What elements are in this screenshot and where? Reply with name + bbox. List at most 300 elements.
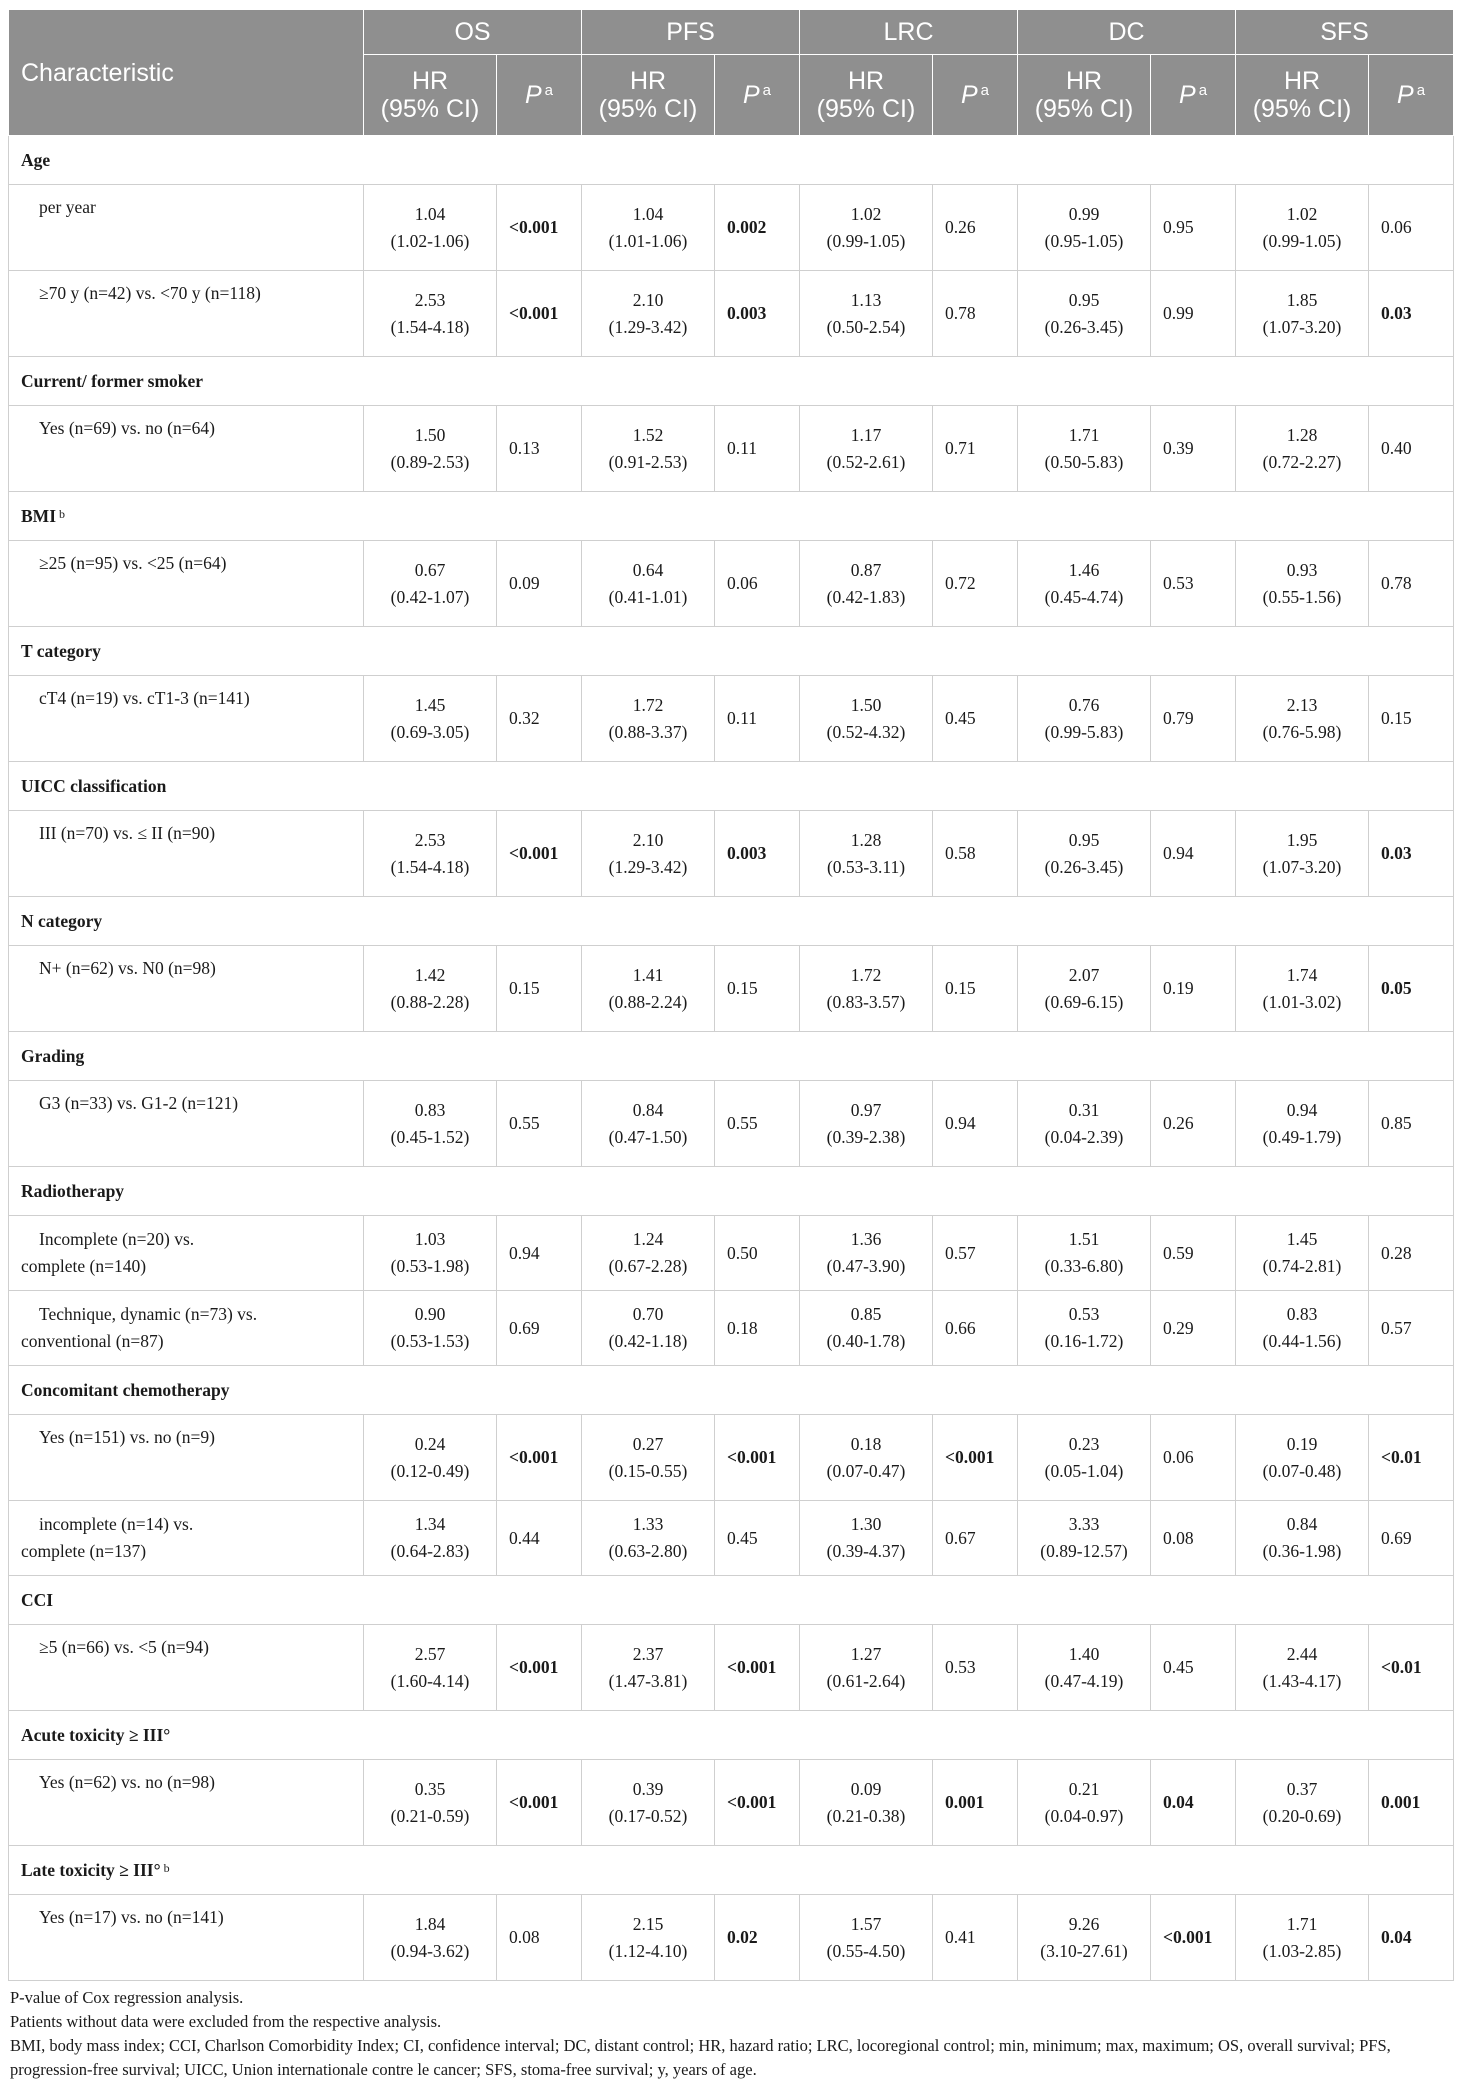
hazard-ratio: 1.02	[850, 203, 882, 224]
section-title-text: UICC classification	[21, 775, 167, 796]
p-value: <0.001	[715, 1760, 800, 1846]
p-value: 0.94	[1151, 811, 1236, 897]
hr-cell	[1018, 676, 1151, 762]
header-p-value	[715, 55, 800, 136]
row-label-line2: complete (n=137)	[21, 1541, 147, 1561]
hr-cell	[800, 1625, 933, 1711]
hazard-ratio: 1.95	[1286, 829, 1318, 850]
header-p-label: P	[742, 81, 760, 109]
hazard-ratio: 0.99	[1068, 203, 1100, 224]
hr-cell	[800, 1081, 933, 1167]
hazard-ratio: 1.42	[414, 964, 446, 985]
section-footnote-mark: b	[59, 506, 65, 521]
table-row	[9, 1895, 1454, 1981]
hazard-ratio: 2.13	[1286, 694, 1318, 715]
table-row	[9, 811, 1454, 897]
confidence-interval: (1.07-3.20)	[1262, 316, 1342, 337]
confidence-interval: (1.54-4.18)	[390, 316, 470, 337]
hr-cell	[800, 811, 933, 897]
hazard-ratio: 1.04	[414, 203, 446, 224]
p-value: 0.15	[715, 946, 800, 1032]
p-value: 0.79	[1151, 676, 1236, 762]
hr-cell	[800, 1291, 933, 1366]
hr-cell	[364, 1895, 497, 1981]
hazard-ratio: 1.57	[850, 1913, 882, 1934]
header-p-footnote-mark: a	[544, 82, 554, 99]
hr-cell	[1018, 1415, 1151, 1501]
section-row	[9, 1366, 1454, 1415]
confidence-interval: (0.53-1.53)	[390, 1331, 470, 1351]
confidence-interval: (0.26-3.45)	[1044, 316, 1124, 337]
hr-cell	[1018, 271, 1151, 357]
header-p-value	[1369, 55, 1454, 136]
table-row	[9, 1415, 1454, 1501]
hr-cell	[1018, 1895, 1151, 1981]
hazard-ratio: 0.83	[414, 1099, 446, 1120]
confidence-interval: (0.67-2.28)	[608, 1256, 688, 1276]
p-value: 0.15	[933, 946, 1018, 1032]
p-value: 0.53	[933, 1625, 1018, 1711]
hr-cell	[582, 676, 715, 762]
confidence-interval: (0.94-3.62)	[390, 1940, 470, 1961]
p-value: 0.45	[933, 676, 1018, 762]
header-hr-ci	[1018, 55, 1151, 136]
confidence-interval: (0.15-0.55)	[608, 1460, 688, 1481]
header-p-label: P	[1397, 81, 1414, 109]
footnote-a	[10, 1986, 1453, 2082]
confidence-interval: (0.88-2.24)	[608, 991, 688, 1012]
p-value: 0.001	[933, 1760, 1018, 1846]
table-row	[9, 185, 1454, 271]
p-value: 0.02	[715, 1895, 800, 1981]
table-row	[9, 1760, 1454, 1846]
confidence-interval: (0.72-2.27)	[1262, 451, 1342, 472]
header-row-outcomes	[9, 10, 1454, 55]
footnote-abbreviations: BMI, body mass index; CCI, Charlson Comorbidity Index; CI, confidence interval; DC, distant control; HR, hazard ratio; LRC, locoregional control; min, minimum; max, maximum; OS, overall survival; PFS, progression-free survival; UICC, Union internationale contre le cancer; SFS, stoma-free survival; y, years of age.	[10, 2036, 1391, 2079]
header-p-value	[497, 55, 582, 136]
section-title	[9, 1846, 1454, 1895]
p-value: 0.003	[715, 811, 800, 897]
hazard-ratio: 1.46	[1068, 559, 1100, 580]
confidence-interval: (0.55-4.50)	[826, 1940, 906, 1961]
p-value: 0.53	[1151, 541, 1236, 627]
confidence-interval: (1.12-4.10)	[608, 1940, 688, 1961]
hazard-ratio: 3.33	[1068, 1514, 1100, 1534]
confidence-interval: (0.47-1.50)	[608, 1126, 688, 1147]
hazard-ratio: 1.84	[414, 1913, 446, 1934]
hr-cell	[800, 676, 933, 762]
header-ci-label: (95% CI)	[1252, 95, 1352, 123]
hr-cell	[800, 541, 933, 627]
p-value: 0.001	[1369, 1760, 1454, 1846]
hr-cell	[364, 1415, 497, 1501]
header-hr-label: HR	[847, 67, 885, 95]
hr-cell	[1018, 541, 1151, 627]
header-p-label: P	[524, 81, 542, 109]
p-value: 0.72	[933, 541, 1018, 627]
results-table-container	[8, 9, 1453, 2082]
confidence-interval: (0.41-1.01)	[608, 586, 688, 607]
row-label: per year	[9, 185, 364, 271]
confidence-interval: (0.99-1.05)	[1262, 230, 1342, 251]
p-value: 0.13	[497, 406, 582, 492]
p-value: 0.003	[715, 271, 800, 357]
confidence-interval: (0.42-1.18)	[608, 1331, 688, 1351]
section-title-text: Grading	[21, 1045, 85, 1066]
section-title	[9, 1032, 1454, 1081]
row-label: ≥5 (n=66) vs. <5 (n=94)	[9, 1625, 364, 1711]
row-label-line2: conventional (n=87)	[21, 1331, 164, 1351]
hazard-ratio: 0.21	[1068, 1778, 1100, 1799]
row-label	[9, 1216, 364, 1291]
header-p-footnote-mark: a	[1198, 82, 1208, 99]
row-label-line1: Incomplete (n=20) vs.	[39, 1229, 195, 1249]
p-value: 0.41	[933, 1895, 1018, 1981]
hr-cell	[582, 406, 715, 492]
hazard-ratio: 1.13	[850, 289, 882, 310]
p-value: 0.15	[1369, 676, 1454, 762]
hazard-ratio: 2.53	[414, 829, 446, 850]
row-label: cT4 (n=19) vs. cT1-3 (n=141)	[9, 676, 364, 762]
confidence-interval: (0.52-2.61)	[826, 451, 906, 472]
hr-cell	[1018, 1081, 1151, 1167]
p-value: <0.001	[715, 1625, 800, 1711]
section-row	[9, 1576, 1454, 1625]
hazard-ratio: 1.28	[1286, 424, 1318, 445]
hazard-ratio: 1.36	[850, 1229, 882, 1249]
hr-cell	[1018, 185, 1151, 271]
section-title-text: Late toxicity ≥ III°	[21, 1859, 161, 1880]
hazard-ratio: 0.31	[1068, 1099, 1100, 1120]
hazard-ratio: 0.35	[414, 1778, 446, 1799]
confidence-interval: (0.20-0.69)	[1262, 1805, 1342, 1826]
hr-cell	[1236, 271, 1369, 357]
hazard-ratio: 0.53	[1068, 1304, 1100, 1324]
confidence-interval: (0.88-3.37)	[608, 721, 688, 742]
hr-cell	[800, 1216, 933, 1291]
hr-cell	[800, 185, 933, 271]
header-p-footnote-mark: a	[980, 82, 990, 99]
p-value: 0.55	[497, 1081, 582, 1167]
hr-cell	[582, 541, 715, 627]
confidence-interval: (0.21-0.59)	[390, 1805, 470, 1826]
p-value: 0.32	[497, 676, 582, 762]
hr-cell	[364, 1501, 497, 1576]
hazard-ratio: 2.10	[632, 289, 664, 310]
hr-cell	[582, 1415, 715, 1501]
p-value: 0.45	[1151, 1625, 1236, 1711]
confidence-interval: (0.91-2.53)	[608, 451, 688, 472]
p-value: <0.001	[1151, 1895, 1236, 1981]
table-row	[9, 1291, 1454, 1366]
p-value: 0.69	[1369, 1501, 1454, 1576]
hazard-ratio: 1.71	[1286, 1913, 1318, 1934]
p-value: 0.28	[1369, 1216, 1454, 1291]
header-hr-label: HR	[1283, 67, 1321, 95]
p-value: 0.04	[1151, 1760, 1236, 1846]
hazard-ratio: 1.50	[850, 694, 882, 715]
hr-cell	[582, 185, 715, 271]
hr-cell	[582, 1625, 715, 1711]
p-value: 0.26	[1151, 1081, 1236, 1167]
header-p-value	[933, 55, 1018, 136]
p-value: 0.78	[1369, 541, 1454, 627]
table-row	[9, 1625, 1454, 1711]
hazard-ratio: 0.70	[632, 1304, 664, 1324]
hr-cell	[800, 1895, 933, 1981]
confidence-interval: (0.69-6.15)	[1044, 991, 1124, 1012]
section-title-text: Current/ former smoker	[21, 370, 204, 391]
table-body	[9, 136, 1454, 1981]
hr-cell	[582, 1291, 715, 1366]
hazard-ratio: 1.27	[850, 1643, 882, 1664]
section-title	[9, 1711, 1454, 1760]
hr-cell	[364, 271, 497, 357]
section-title	[9, 1167, 1454, 1216]
confidence-interval: (0.04-2.39)	[1044, 1126, 1124, 1147]
hazard-ratio: 0.84	[632, 1099, 664, 1120]
row-label-line1: incomplete (n=14) vs.	[39, 1514, 194, 1534]
hazard-ratio: 0.18	[850, 1433, 882, 1454]
p-value: 0.45	[715, 1501, 800, 1576]
p-value: 0.94	[497, 1216, 582, 1291]
hr-cell	[364, 1291, 497, 1366]
table-row	[9, 1216, 1454, 1291]
header-hr-ci	[1236, 55, 1369, 136]
section-title	[9, 762, 1454, 811]
confidence-interval: (0.52-4.32)	[826, 721, 906, 742]
header-ci-label: (95% CI)	[380, 95, 480, 123]
p-value: 0.99	[1151, 271, 1236, 357]
row-label: ≥25 (n=95) vs. <25 (n=64)	[9, 541, 364, 627]
section-row	[9, 136, 1454, 185]
section-row	[9, 1711, 1454, 1760]
confidence-interval: (1.29-3.42)	[608, 856, 688, 877]
row-label	[9, 1291, 364, 1366]
hazard-ratio: 0.19	[1286, 1433, 1318, 1454]
confidence-interval: (0.05-1.04)	[1044, 1460, 1124, 1481]
p-value: 0.08	[1151, 1501, 1236, 1576]
header-characteristic: Characteristic	[9, 10, 364, 136]
confidence-interval: (0.50-5.83)	[1044, 451, 1124, 472]
confidence-interval: (0.99-1.05)	[826, 230, 906, 251]
p-value: 0.11	[715, 676, 800, 762]
hr-cell	[364, 1625, 497, 1711]
confidence-interval: (1.60-4.14)	[390, 1670, 470, 1691]
section-title	[9, 357, 1454, 406]
row-label: Yes (n=62) vs. no (n=98)	[9, 1760, 364, 1846]
cox-regression-table	[8, 9, 1454, 1981]
p-value: 0.40	[1369, 406, 1454, 492]
hr-cell	[1018, 1625, 1151, 1711]
p-value: <0.001	[497, 185, 582, 271]
p-value: <0.001	[497, 1415, 582, 1501]
hazard-ratio: 0.87	[850, 559, 882, 580]
hazard-ratio: 0.64	[632, 559, 664, 580]
row-label-line1: Technique, dynamic (n=73) vs.	[39, 1304, 258, 1324]
hazard-ratio: 0.23	[1068, 1433, 1100, 1454]
hazard-ratio: 0.67	[414, 559, 446, 580]
hazard-ratio: 2.07	[1068, 964, 1100, 985]
header-p-footnote-mark: a	[1416, 82, 1426, 99]
header-p-value	[1151, 55, 1236, 136]
p-value: 0.06	[1369, 185, 1454, 271]
section-row	[9, 357, 1454, 406]
hazard-ratio: 1.71	[1068, 424, 1100, 445]
confidence-interval: (0.61-2.64)	[826, 1670, 906, 1691]
hr-cell	[800, 1760, 933, 1846]
row-label: Yes (n=151) vs. no (n=9)	[9, 1415, 364, 1501]
hr-cell	[364, 541, 497, 627]
hazard-ratio: 0.93	[1286, 559, 1318, 580]
confidence-interval: (0.83-3.57)	[826, 991, 906, 1012]
p-value: 0.66	[933, 1291, 1018, 1366]
row-label: G3 (n=33) vs. G1-2 (n=121)	[9, 1081, 364, 1167]
confidence-interval: (0.40-1.78)	[826, 1331, 906, 1351]
confidence-interval: (0.16-1.72)	[1044, 1331, 1124, 1351]
hr-cell	[1236, 1291, 1369, 1366]
header-p-label: P	[960, 81, 978, 109]
p-value: 0.50	[715, 1216, 800, 1291]
hazard-ratio: 2.37	[632, 1643, 664, 1664]
hr-cell	[582, 1895, 715, 1981]
section-row	[9, 762, 1454, 811]
hazard-ratio: 1.72	[632, 694, 664, 715]
confidence-interval: (1.29-3.42)	[608, 316, 688, 337]
p-value: 0.09	[497, 541, 582, 627]
p-value: 0.06	[1151, 1415, 1236, 1501]
section-title	[9, 1366, 1454, 1415]
confidence-interval: (0.99-5.83)	[1044, 721, 1124, 742]
hazard-ratio: 0.94	[1286, 1099, 1318, 1120]
confidence-interval: (0.07-0.48)	[1262, 1460, 1342, 1481]
hr-cell	[1236, 946, 1369, 1032]
hazard-ratio: 1.28	[850, 829, 882, 850]
table-row	[9, 271, 1454, 357]
hazard-ratio: 0.84	[1286, 1514, 1318, 1534]
p-value: 0.06	[715, 541, 800, 627]
confidence-interval: (1.01-3.02)	[1262, 991, 1342, 1012]
hr-cell	[364, 946, 497, 1032]
confidence-interval: (1.02-1.06)	[390, 230, 470, 251]
hr-cell	[582, 271, 715, 357]
row-label: Yes (n=17) vs. no (n=141)	[9, 1895, 364, 1981]
header-hr-label: HR	[411, 67, 449, 95]
confidence-interval: (1.03-2.85)	[1262, 1940, 1342, 1961]
header-ci-label: (95% CI)	[598, 95, 698, 123]
p-value: 0.39	[1151, 406, 1236, 492]
confidence-interval: (0.89-12.57)	[1040, 1541, 1128, 1561]
hr-cell	[1018, 1501, 1151, 1576]
row-label: ≥70 y (n=42) vs. <70 y (n=118)	[9, 271, 364, 357]
p-value: 0.95	[1151, 185, 1236, 271]
hazard-ratio: 1.50	[414, 424, 446, 445]
row-label: Yes (n=69) vs. no (n=64)	[9, 406, 364, 492]
p-value: 0.55	[715, 1081, 800, 1167]
section-title	[9, 897, 1454, 946]
hr-cell	[1018, 1216, 1151, 1291]
hr-cell	[582, 811, 715, 897]
p-value: <0.001	[497, 271, 582, 357]
header-hr-label: HR	[629, 67, 667, 95]
hr-cell	[364, 1216, 497, 1291]
hazard-ratio: 0.95	[1068, 289, 1100, 310]
hr-cell	[800, 1501, 933, 1576]
hr-cell	[1236, 185, 1369, 271]
confidence-interval: (0.47-3.90)	[826, 1256, 906, 1276]
hazard-ratio: 0.37	[1286, 1778, 1318, 1799]
section-title	[9, 1576, 1454, 1625]
hr-cell	[582, 1760, 715, 1846]
confidence-interval: (0.49-1.79)	[1262, 1126, 1342, 1147]
p-value: <0.01	[1369, 1625, 1454, 1711]
row-label-line2: complete (n=140)	[21, 1256, 147, 1276]
header-p-footnote-mark: a	[762, 82, 772, 99]
p-value: 0.15	[497, 946, 582, 1032]
confidence-interval: (0.42-1.83)	[826, 586, 906, 607]
hazard-ratio: 0.24	[414, 1433, 446, 1454]
confidence-interval: (0.45-1.52)	[390, 1126, 470, 1147]
hazard-ratio: 1.45	[414, 694, 446, 715]
footnote-b-text: Patients without data were excluded from the respective analysis.	[10, 2012, 442, 2031]
confidence-interval: (0.21-0.38)	[826, 1805, 906, 1826]
hazard-ratio: 1.33	[632, 1514, 664, 1534]
header-ci-label: (95% CI)	[816, 95, 916, 123]
confidence-interval: (0.12-0.49)	[390, 1460, 470, 1481]
confidence-interval: (0.55-1.56)	[1262, 586, 1342, 607]
header-hr-ci	[364, 55, 497, 136]
section-row	[9, 492, 1454, 541]
header-outcome-lrc: LRC	[800, 10, 1018, 55]
confidence-interval: (1.07-3.20)	[1262, 856, 1342, 877]
hr-cell	[364, 1760, 497, 1846]
hazard-ratio: 0.95	[1068, 829, 1100, 850]
hazard-ratio: 2.10	[632, 829, 664, 850]
p-value: 0.26	[933, 185, 1018, 271]
hr-cell	[364, 811, 497, 897]
hr-cell	[1236, 676, 1369, 762]
confidence-interval: (0.33-6.80)	[1044, 1256, 1124, 1276]
confidence-interval: (0.04-0.97)	[1044, 1805, 1124, 1826]
hazard-ratio: 1.51	[1068, 1229, 1100, 1249]
section-title	[9, 492, 1454, 541]
hr-cell	[582, 946, 715, 1032]
hr-cell	[1018, 1760, 1151, 1846]
header-hr-label: HR	[1065, 67, 1103, 95]
hr-cell	[1018, 946, 1151, 1032]
hazard-ratio: 2.53	[414, 289, 446, 310]
p-value: 0.11	[715, 406, 800, 492]
confidence-interval: (0.45-4.74)	[1044, 586, 1124, 607]
hr-cell	[1236, 1415, 1369, 1501]
p-value: <0.001	[715, 1415, 800, 1501]
hr-cell	[1018, 406, 1151, 492]
table-row	[9, 676, 1454, 762]
hazard-ratio: 1.34	[414, 1514, 446, 1534]
section-title-text: Concomitant chemotherapy	[21, 1379, 230, 1400]
confidence-interval: (0.42-1.07)	[390, 586, 470, 607]
hr-cell	[1236, 1216, 1369, 1291]
p-value: 0.67	[933, 1501, 1018, 1576]
hazard-ratio: 0.39	[632, 1778, 664, 1799]
hr-cell	[800, 406, 933, 492]
table-row	[9, 1501, 1454, 1576]
header-p-label: P	[1179, 81, 1196, 109]
hr-cell	[1236, 406, 1369, 492]
confidence-interval: (1.01-1.06)	[608, 230, 688, 251]
hazard-ratio: 1.40	[1068, 1643, 1100, 1664]
section-row	[9, 1846, 1454, 1895]
